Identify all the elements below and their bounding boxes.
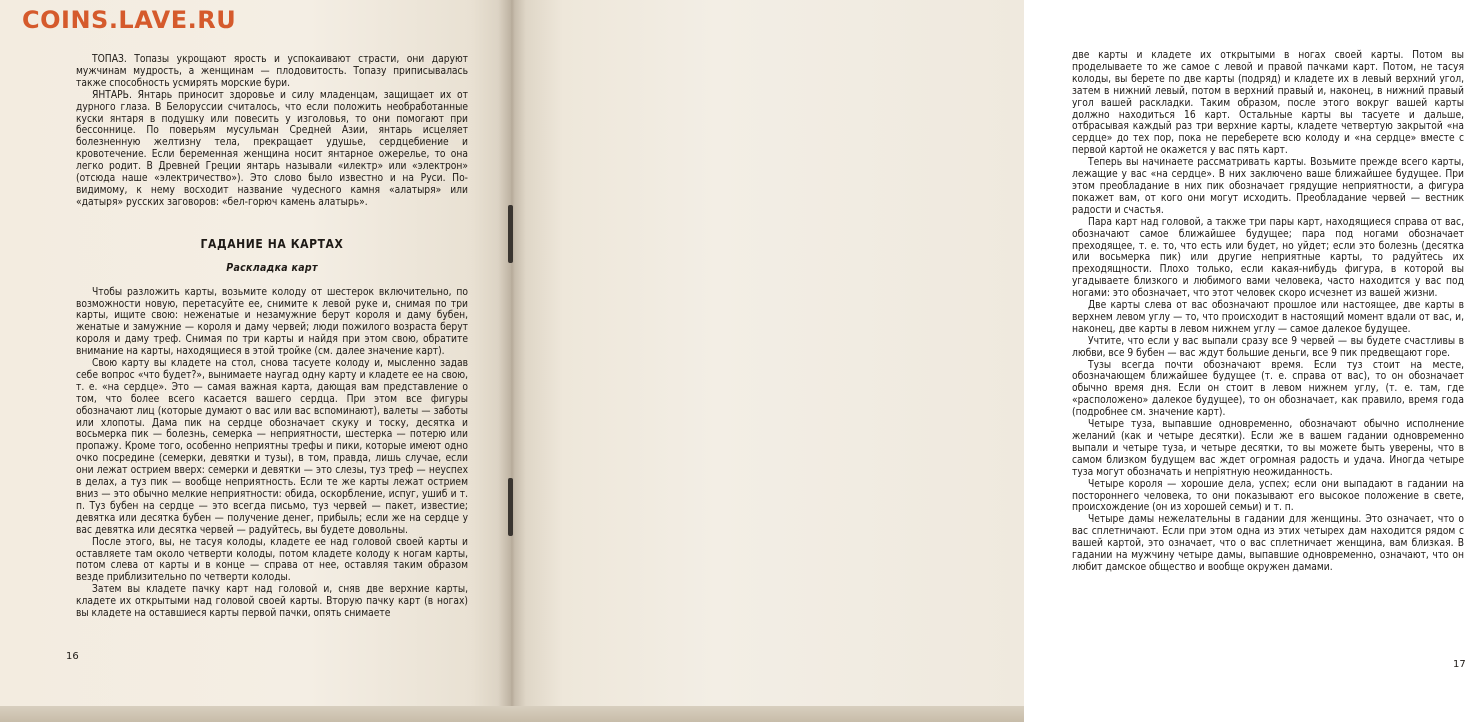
paragraph: Чтобы разложить карты, возьмите колоду от шестерок включительно, по возможности новую, перетасуйте ее, снимите к левой руке и, снимая по три карты, ищите свою: неженатые и незамужние берут короля и даму бубен, женатые и замужние — короля и даму червей; люди пожилого возраста берут короля и даму треф. Снимая по три карты и найдя при этом свою, обратите внимание на карты, находящиеся в этой тройке (см. далее значение карт). (76, 286, 468, 358)
page-number-left: 16 (66, 651, 79, 662)
paragraph: Две карты слева от вас обозначают прошлое или настоящее, две карты в верхнем левом углу — то, что происходит в настоящий момент вдали от вас, и, наконец, две карты в левом нижнем углу — самое далекое будущее. (1072, 300, 1464, 335)
paragraph: После этого, вы, не тасуя колоды, кладете ее над головой своей карты и оставляете там около четверти колоды, потом кладете колоду к ногам карты, потом слева от карты и в конце — справа от нее, оставляя таким образом везде приблизительно по четверти колоды. (76, 536, 468, 584)
paragraph: Свою карту вы кладете на стол, снова тасуете колоду и, мысленно задав себе вопрос «что будет?», вынимаете наугад одну карту и кладете ее на свою, т. е. «на сердце». Это — самая важная карта, дающая вам представление о том, что более всего касается вашего сердца. При этом все фигуры обозначают лиц (которые думают о вас или вас вспоминают), валеты — заботы или хлопоты. Дама пик на сердце обозначает скуку и тоску, десятка и восьмерка пик — болезнь, семерка — неприятности, шестерка — потерю или пропажу. Кроме того, особенно неприятны трефы и пики, которые имеют одно очко посредине (семерки, девятки и тузы), в том, правда, лишь случае, если они лежат острием вверх: семерки и девятки — это слезы, туз треф — неуспех в делах, а туз пик — вообще неприятность. Если те же карты лежат острием вниз — это обычно мелкие неприятности: обида, оскорбление, испуг, ушиб и т. п. Туз бубен на сердце — это всегда письмо, туз червей — пакет, известие; девятка или десятка бубен — получение денег, прибыль; если же на сердце у вас девятка или десятка червей — радуйтесь, вы будете довольны. (76, 358, 468, 536)
section-heading: ГАДАНИЕ НА КАРТАХ (200, 236, 344, 251)
paragraph: две карты и кладете их открытыми в ногах своей карты. Потом вы проделываете то же самое с левой и правой пачками карт. Потом, не тасуя колоды, вы берете по две карты (подряд) и кладете их в левый верхний угол, затем в нижний левый, потом в верхний правый и, наконец, в нижний правый угол вашей раскладки. Таким образом, после этого вокруг вашей карты должно находиться 16 карт. Остальные карты вы тасуете и дальше, отбрасывая каждый раз три верхние карты, кладете четвертую закрытой «на сердце» до тех пор, пока не переберете всю колоду и «на сердце» вместе с первой картой не окажется у вас пять карт. (1072, 50, 1464, 157)
watermark: COINS.LAVE.RU (22, 6, 237, 34)
paragraph: Четыре дамы нежелательны в гадании для женщины. Это означает, что о вас сплетничают. Если при этом одна из этих четырех дам находится рядом с вашей картой, это означает, что о вас сплетничает женщина, вам близкая. В гадании на мужчину четыре дамы, выпавшие одновременно, означают, что он любит дамское общество и вообще окружен дамами. (1072, 514, 1464, 573)
paragraph: Затем вы кладете пачку карт над головой и, сняв две верхние карты, кладете их открытыми над головой своей карты. Вторую пачку карт (в ногах) вы кладете на оставшиеся карты первой пачки, опять снимаете (76, 584, 468, 620)
paragraph-amber: ЯНТАРЬ. Янтарь приносит здоровье и силу младенцам, защищает их от дурного глаза. В Белоруссии считалось, что если положить необработанные куски янтаря в подушку или повесить у изголовья, то они помогают при бессоннице. По поверьям мусульман Средней Азии, янтарь исцеляет болезненную желтизну тела, прекращает удушье, сердцебиение и кровотечение. Если беременная женщина носит янтарное ожерелье, то она легко родит. В Древней Греции янтарь называли «илектр» или «электрон» (отсюда наше «электричество»). Это слово было известно и на Руси. По-видимому, к нему восходит название чудесного камня «алатыря» или «датыря» русских заговоров: «бел-горюч камень алатырь». (76, 89, 468, 208)
paragraph-topaz: ТОПАЗ. Топазы укрощают ярость и успокаивают страсти, они даруют мужчинам мудрость, а женщинам — плодовитость. Топазу приписывалась также способность усмирять морские бури. (76, 54, 468, 89)
paragraph: Пара карт над головой, а также три пары карт, находящиеся справа от вас, обозначают самое ближайшее будущее; пара под ногами обозначает преходящее, т. е. то, что есть или будет, но уйдет; если это болезнь (десятка или восьмерка пик) или другие неприятные карты, то радуйтесь их преходящности. Плохо только, если какая-нибудь фигура, в которой вы угадываете близкого и любимого вами человека, часто находится у вас под ногами: это обозначает, что этот человек скоро исчезнет из вашей жизни. (1072, 216, 1464, 300)
paragraph: Тузы всегда почти обозначают время. Если туз стоит на месте, обозначающем ближайшее будущее (т. е. справа от вас), то он обозначает обычно время дня. Если он стоит в левом нижнем углу, (т. е. там, где «расположено» далекое будущее), то он обозначает, как правило, время года (подробнее см. значение карт). (1072, 359, 1464, 419)
page-bottom-edge (0, 706, 1024, 722)
subsection-heading: Раскладка карт (226, 261, 318, 274)
paragraph: Теперь вы начинаете рассматривать карты. Возьмите прежде всего карты, лежащие у вас «на сердце». В них заключено ваше ближайшее будущее. При этом преобладание в них пик обозначает грядущие неприятности, а фигура покажет вам, от кого они могут исходить. Преобладание червей — вестник радости и счастья. (1072, 157, 1464, 216)
paragraph: Четыре короля — хорошие дела, успех; если они выпадают в гадании на постороннего человека, то они показывают его высокое положение в свете, происхождение (он из хорошей семьи) и т. п. (1072, 478, 1464, 514)
paragraph: Учтите, что если у вас выпали сразу все 9 червей — вы будете счастливы в любви, все 9 бубен — вас ждут большие деньги, все 9 пик предвещают горе. (1072, 335, 1464, 359)
right-page-text (1072, 50, 1464, 574)
staple-top (508, 205, 513, 263)
left-page-text (76, 54, 468, 620)
page-number-right: 17 (1453, 659, 1466, 670)
staple-bottom (508, 478, 513, 536)
right-page (512, 0, 1466, 722)
paragraph: Четыре туза, выпавшие одновременно, обозначают обычно исполнение желаний (как и четыре десятки). Если же в вашем гадании одновременно выпали и четыре туза, и четыре десятки, то вы можете быть уверены, что в самом близком будущем вас ждет огромная радость и удача. Иногда четыре туза могут обозначать и непріятную неожиданность. (1072, 419, 1464, 478)
left-page (0, 0, 512, 722)
book-gutter (498, 0, 526, 722)
